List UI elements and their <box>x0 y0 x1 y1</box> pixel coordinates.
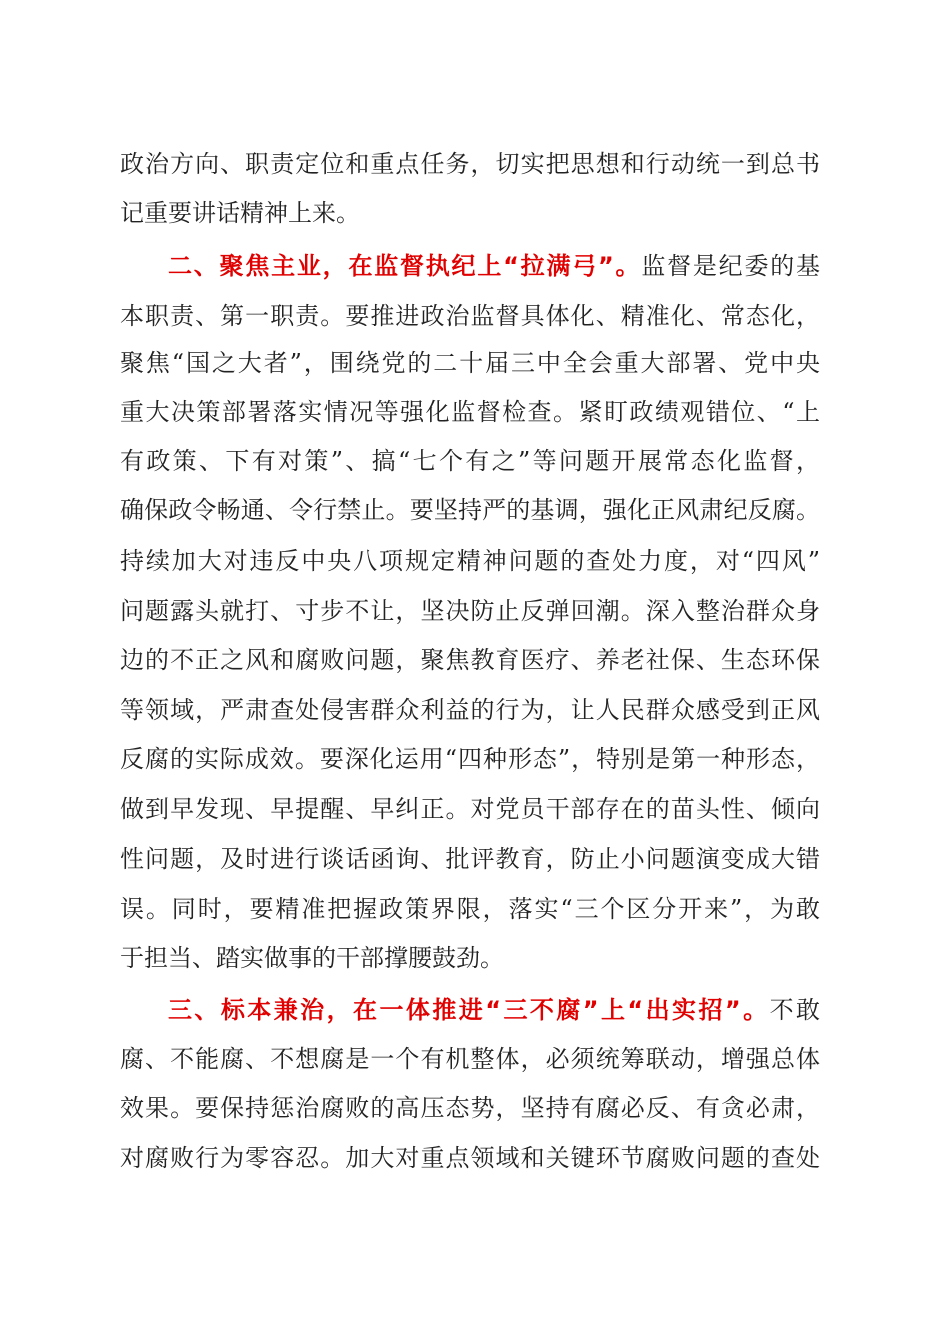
paragraph-line: 误。同时，要精准把握政策界限，落实“三个区分开来”，为敢 <box>120 895 820 923</box>
paragraph-line: 性问题，及时进行谈话函询、批评教育，防止小问题演变成大错 <box>120 845 820 873</box>
paragraph-line: 腐、不能腐、不想腐是一个有机整体，必须统筹联动，增强总体 <box>120 1045 820 1073</box>
paragraph-line: 有政策、下有对策”、搞“七个有之”等问题开展常态化监督， <box>120 447 820 475</box>
paragraph-line: 重大决策部署落实情况等强化监督检查。紧盯政绩观错位、“上 <box>120 398 820 426</box>
section-3-heading-rest: 不敢 <box>769 996 820 1024</box>
paragraph-line: 等领域，严肃查处侵害群众利益的行为，让人民群众感受到正风 <box>120 696 820 724</box>
section-2-heading: 二、聚焦主业，在监督执纪上“拉满弓”。 <box>168 252 642 280</box>
paragraph-line: 确保政令畅通、令行禁止。要坚持严的基调，强化正风肃纪反腐。 <box>120 496 820 524</box>
section-2-heading-rest: 监督是纪委的基 <box>641 252 820 280</box>
paragraph-line: 对腐败行为零容忍。加大对重点领域和关键环节腐败问题的查处 <box>120 1144 820 1172</box>
paragraph-line: 问题露头就打、寸步不让，坚决防止反弹回潮。深入整治群众身 <box>120 597 820 625</box>
paragraph-line: 政治方向、职责定位和重点任务，切实把思想和行动统一到总书 <box>120 150 820 178</box>
paragraph-line: 反腐的实际成效。要深化运用“四种形态”，特别是第一种形态， <box>120 745 820 773</box>
section-3-first-line <box>168 990 820 1030</box>
paragraph-line: 记重要讲话精神上来。 <box>120 199 360 227</box>
paragraph-line: 聚焦“国之大者”，围绕党的二十届三中全会重大部署、党中央 <box>120 349 820 377</box>
section-3-heading: 三、标本兼治，在一体推进“三不腐”上“出实招”。 <box>168 996 770 1024</box>
section-2-first-line <box>168 246 820 286</box>
paragraph-line: 做到早发现、早提醒、早纠正。对党员干部存在的苗头性、倾向 <box>120 795 820 823</box>
paragraph-line: 持续加大对违反中央八项规定精神问题的查处力度，对“四风” <box>120 547 820 575</box>
paragraph-line: 效果。要保持惩治腐败的高压态势，坚持有腐必反、有贪必肃， <box>120 1094 820 1122</box>
paragraph-line: 本职责、第一职责。要推进政治监督具体化、精准化、常态化， <box>120 302 820 330</box>
paragraph-line: 于担当、踏实做事的干部撑腰鼓劲。 <box>120 944 504 972</box>
paragraph-line: 边的不正之风和腐败问题，聚焦教育医疗、养老社保、生态环保 <box>120 646 820 674</box>
